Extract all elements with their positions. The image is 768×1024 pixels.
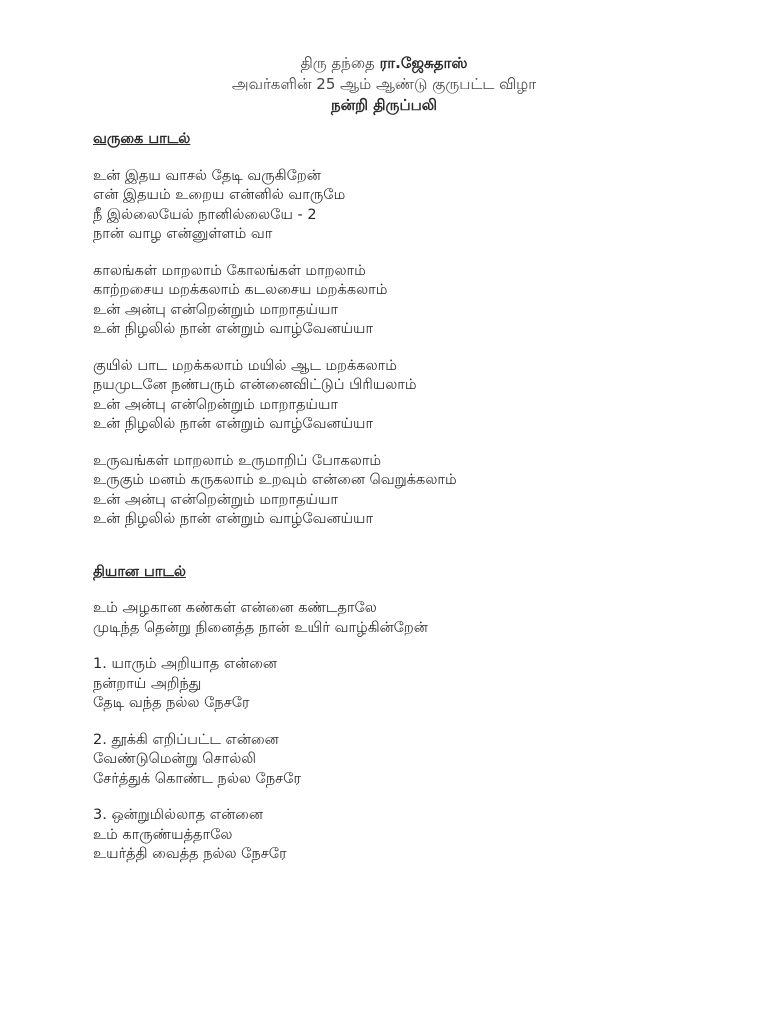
header-line-3: நன்றி திருப்பலி [330,96,438,114]
document-header [0,53,768,116]
stanza [93,806,733,865]
lyric-line: என் இதயம் உறைய என்னில் வாருமே [93,187,346,203]
lyric-line: குயில் பாட மறக்கலாம் மயில் ஆட மறக்கலாம் [93,357,397,374]
header-title-prefix: திரு தந்தை [300,54,380,72]
lyric-line: உன் அன்பு என்றென்றும் மாறாதய்யா [93,301,338,318]
lyric-line: காலங்கள் மாறலாம் கோலங்கள் மாறலாம் [93,262,366,279]
lyric-line: 1. யாரும் அறியாத என்னை [93,656,277,672]
lyric-line: உருகும் மனம் கருகலாம் உறவும் என்னை வெறுக்கலாம் [93,472,457,488]
stanza [93,731,733,790]
section-title: வருகை பாடல் [93,131,191,147]
stanza [93,357,733,435]
document-body [93,130,733,882]
section-entrance-song [93,130,733,530]
lyric-line: நன்றாய் அறிந்து [93,675,202,692]
lyric-line: தேடி வந்த நல்ல நேசரே [93,695,250,711]
stanza [93,599,733,638]
lyric-line: நயமுடனே நண்பரும் என்னைவிட்டுப் பிரியலாம் [93,377,417,393]
lyric-line: உன் அன்பு என்றென்றும் மாறாதய்யா [93,491,338,508]
lyric-line: நீ இல்லையேல் நானில்லையே - 2 [93,206,317,223]
section-meditation-song [93,563,733,865]
lyric-line: சேர்த்துக் கொண்ட நல்ல நேசரே [93,770,301,787]
header-priest-name: ரா.ஜேசுதாஸ் [379,54,468,72]
stanza [93,167,733,245]
lyric-line: வேண்டுமென்று சொல்லி [93,751,257,767]
lyric-line: காற்றசைய மறக்கலாம் கடலசைய மறக்கலாம் [93,282,388,298]
stanza [93,452,733,530]
lyric-line: உம் அழகான கண்கள் என்னை கண்டதாலே [93,600,377,616]
lyric-line: நான் வாழ என்னுள்ளம் வா [93,226,273,242]
lyric-line: உயர்த்தி வைத்த நல்ல நேசரே [93,846,287,862]
lyric-line: உன் அன்பு என்றென்றும் மாறாதய்யா [93,396,338,413]
lyric-line: உன் இதய வாசல் தேடி வருகிறேன் [93,167,321,184]
stanza [93,655,733,714]
section-title: தியான பாடல் [93,563,186,580]
lyric-line: முடிந்த தென்று நினைத்த நான் உயிர் வாழ்கின்றேன் [93,619,428,636]
section-spacer [93,547,733,563]
header-line-1 [0,53,768,74]
lyric-line: உம் காருண்யத்தாலே [93,826,233,843]
lyric-line: 2. தூக்கி எறிப்பட்ட என்னை [93,731,279,748]
lyric-line: உன் நிழலில் நான் என்றும் வாழ்வேனய்யா [93,321,374,337]
lyric-line: உருவங்கள் மாறலாம் உருமாறிப் போகலாம் [93,452,382,469]
stanza [93,262,733,340]
lyric-line: உன் நிழலில் நான் என்றும் வாழ்வேனய்யா [93,416,374,432]
lyric-line: உன் நிழலில் நான் என்றும் வாழ்வேனய்யா [93,511,374,527]
header-line-2: அவர்களின் 25 ஆம் ஆண்டு குருபட்ட விழா [231,75,537,93]
lyric-line: 3. ஒன்றுமில்லாத என்னை [93,807,263,823]
